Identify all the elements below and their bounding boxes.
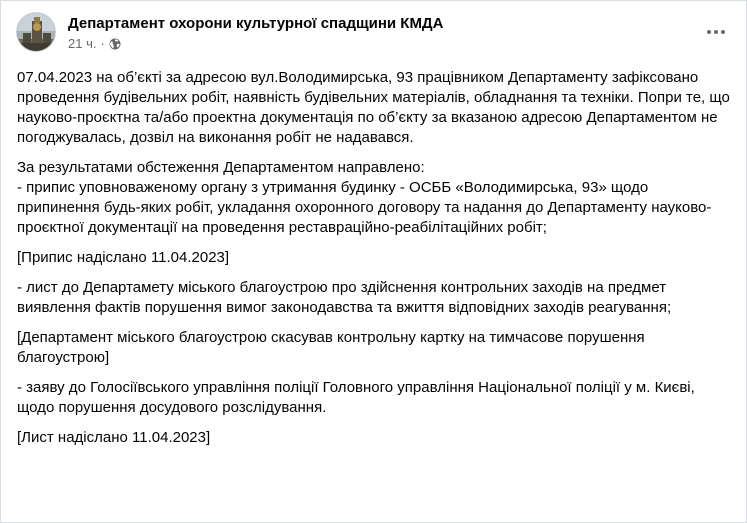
post-paragraph: 07.04.2023 на об’єкті за адресою вул.Володимирська, 93 працівником Департаменту зафіксовано проведення будівельних робіт, наявність будівельних матеріалів, обладнання та техніки. Попри те, що науково-проєктна та/або проектна документація по об’єкту за вказаною адресою Департаментом не погоджувалась, дозвіл на виконання робіт не надавався.: [17, 69, 730, 146]
post-paragraph: [Припис надіслано 11.04.2023]: [17, 249, 230, 266]
post-paragraph: За результатами обстеження Департаментом направлено: - припис уповноваженому органу з утримання будинку - ОСББ «Володимирська, 93» щодо припинення будь-яких робіт, укладання охоронного договору та надання до Департаменту науково-проєктної документації на проведення реставраційно-реабілітаційних робіт;: [17, 159, 712, 236]
page-name-link[interactable]: Департамент охорони культурної спадщини КМДА: [68, 15, 444, 32]
globe-icon[interactable]: [109, 38, 121, 50]
post-body: [17, 68, 730, 458]
post-paragraph: - лист до Департамету міського благоустрою про здійснення контрольних заходів на предмет виявлення фактів порушення вимог законодавства та вжиття відповідних заходів реагування;: [17, 279, 672, 316]
page-avatar[interactable]: [16, 12, 56, 52]
post-paragraph: [Департамент міського благоустрою скасував контрольну картку на тимчасове порушення благоустрою]: [17, 329, 645, 366]
more-options-icon[interactable]: [698, 14, 734, 50]
post-subline: [68, 36, 443, 52]
post-paragraph: [Лист надіслано 11.04.2023]: [17, 429, 211, 446]
post-meta: [68, 12, 443, 52]
avatar-image: [17, 13, 56, 52]
post-paragraph: - заяву до Голосіївського управління поліції Головного управління Національної поліції у м. Києві, щодо порушення досудового розслідування.: [17, 379, 695, 416]
post-timestamp[interactable]: 21 ч.: [68, 36, 97, 51]
meta-separator: ·: [100, 36, 105, 51]
post-header: [16, 12, 734, 58]
